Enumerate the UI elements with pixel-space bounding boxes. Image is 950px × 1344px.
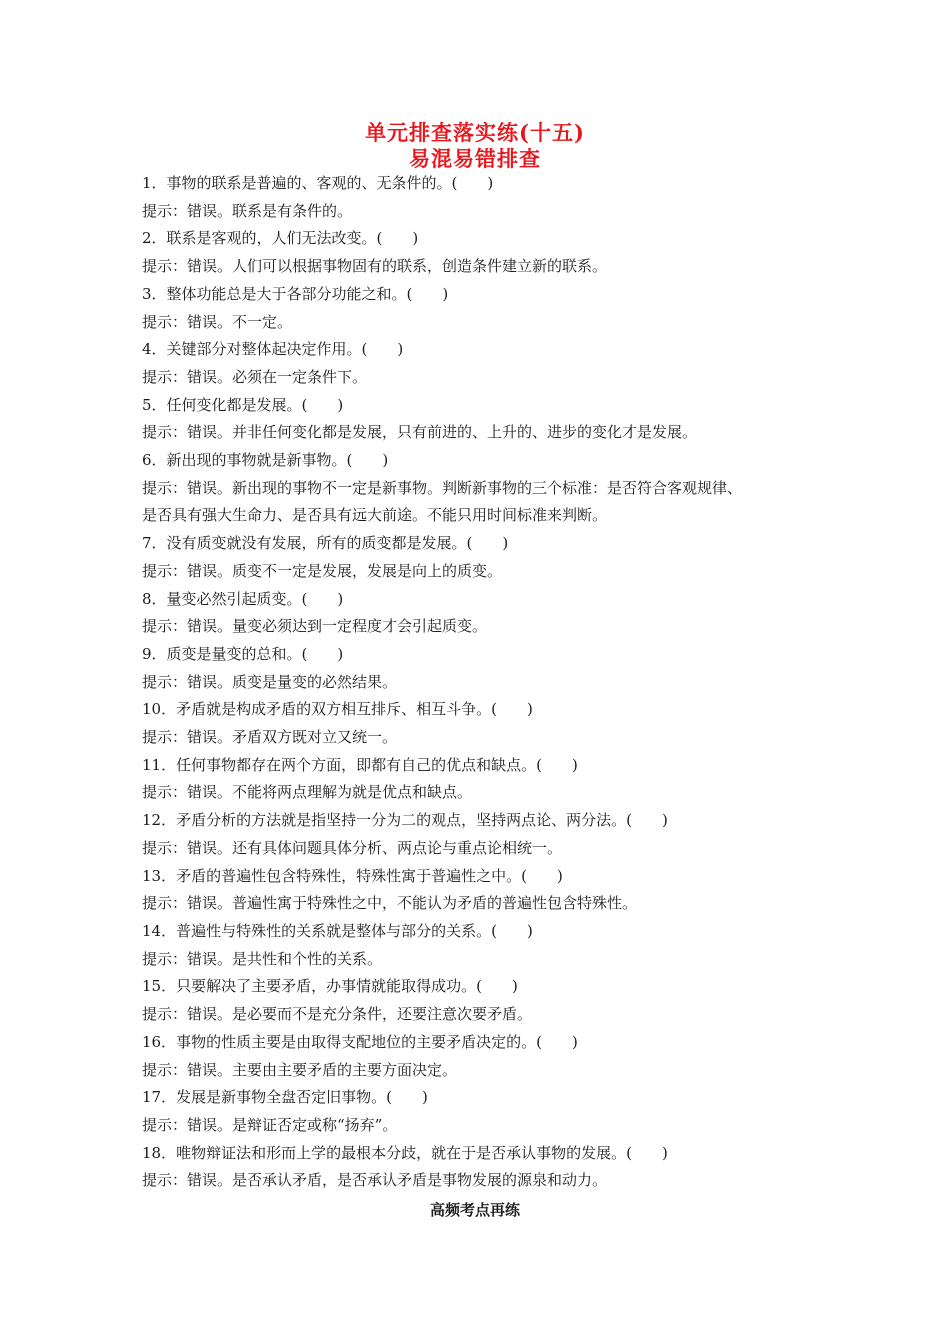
hint-12: 提示：错误。还有具体问题具体分析、两点论与重点论相统一。: [142, 838, 563, 857]
question-11: 11．任何事物都存在两个方面，即都有自己的优点和缺点。( ): [142, 755, 578, 774]
question-14: 14．普遍性与特殊性的关系就是整体与部分的关系。( ): [142, 921, 533, 940]
page-subtitle: 易混易错排查: [409, 146, 541, 171]
hint-1: 提示：错误。联系是有条件的。: [142, 201, 353, 220]
hint-9: 提示：错误。质变是量变的必然结果。: [142, 672, 398, 691]
question-6: 6．新出现的事物就是新事物。( ): [142, 451, 389, 470]
question-2: 2．联系是客观的，人们无法改变。( ): [142, 229, 419, 248]
hint-3: 提示：错误。不一定。: [142, 312, 293, 331]
hint-10: 提示：错误。矛盾双方既对立又统一。: [142, 728, 398, 747]
question-15: 15．只要解决了主要矛盾，办事情就能取得成功。( ): [142, 977, 518, 996]
question-3: 3．整体功能总是大于各部分功能之和。( ): [142, 284, 449, 303]
hint-13: 提示：错误。普遍性寓于特殊性之中，不能认为矛盾的普遍性包含特殊性。: [142, 894, 638, 913]
hint-5: 提示：错误。并非任何变化都是发展，只有前进的、上升的、进步的变化才是发展。: [142, 423, 698, 442]
hint-18: 提示：错误。是否承认矛盾，是否承认矛盾是事物发展的源泉和动力。: [142, 1171, 608, 1190]
question-8: 8．量变必然引起质变。( ): [142, 589, 344, 608]
hint-7: 提示：错误。质变不一定是发展，发展是向上的质变。: [142, 561, 503, 580]
section-heading: 高频考点再练: [429, 1201, 520, 1219]
hint-16: 提示：错误。主要由主要矛盾的主要方面决定。: [142, 1060, 458, 1079]
question-10: 10．矛盾就是构成矛盾的双方相互排斥、相互斗争。( ): [142, 700, 533, 719]
question-1: 1．事物的联系是普遍的、客观的、无条件的。( ): [142, 174, 494, 192]
hint-11: 提示：错误。不能将两点理解为就是优点和缺点。: [142, 783, 473, 802]
hint-17: 提示：错误。是辩证否定或称“扬弃”。: [142, 1115, 398, 1134]
question-16: 16．事物的性质主要是由取得支配地位的主要矛盾决定的。( ): [142, 1032, 578, 1051]
question-12: 12．矛盾分析的方法就是指坚持一分为二的观点，坚持两点论、两分法。( ): [142, 811, 668, 830]
title-block: [0, 120, 950, 172]
hint-6: 提示：错误。新出现的事物不一定是新事物。判断新事物的三个标准：是否符合客观规律、: [142, 478, 743, 497]
hint-8: 提示：错误。量变必须达到一定程度才会引起质变。: [142, 617, 488, 636]
question-4: 4．关键部分对整体起决定作用。( ): [142, 340, 404, 359]
hint-6-continued: 是否具有强大生命力、是否具有远大前途。不能只用时间标准来判断。: [142, 506, 608, 525]
hint-4: 提示：错误。必须在一定条件下。: [142, 367, 368, 386]
question-18: 18．唯物辩证法和形而上学的最根本分歧，就在于是否承认事物的发展。( ): [142, 1143, 668, 1162]
question-13: 13．矛盾的普遍性包含特殊性，特殊性寓于普遍性之中。( ): [142, 866, 563, 885]
hint-15: 提示：错误。是必要而不是充分条件，还要注意次要矛盾。: [142, 1005, 533, 1024]
question-7: 7．没有质变就没有发展，所有的质变都是发展。( ): [142, 534, 509, 553]
hint-14: 提示：错误。是共性和个性的关系。: [142, 949, 383, 968]
question-5: 5．任何变化都是发展。( ): [142, 395, 344, 414]
question-17: 17．发展是新事物全盘否定旧事物。( ): [142, 1088, 428, 1107]
page-title: 单元排查落实练(十五): [365, 120, 585, 145]
question-list: [142, 170, 822, 1195]
hint-2: 提示：错误。人们可以根据事物固有的联系，创造条件建立新的联系。: [142, 257, 608, 276]
question-9: 9．质变是量变的总和。( ): [142, 644, 344, 663]
